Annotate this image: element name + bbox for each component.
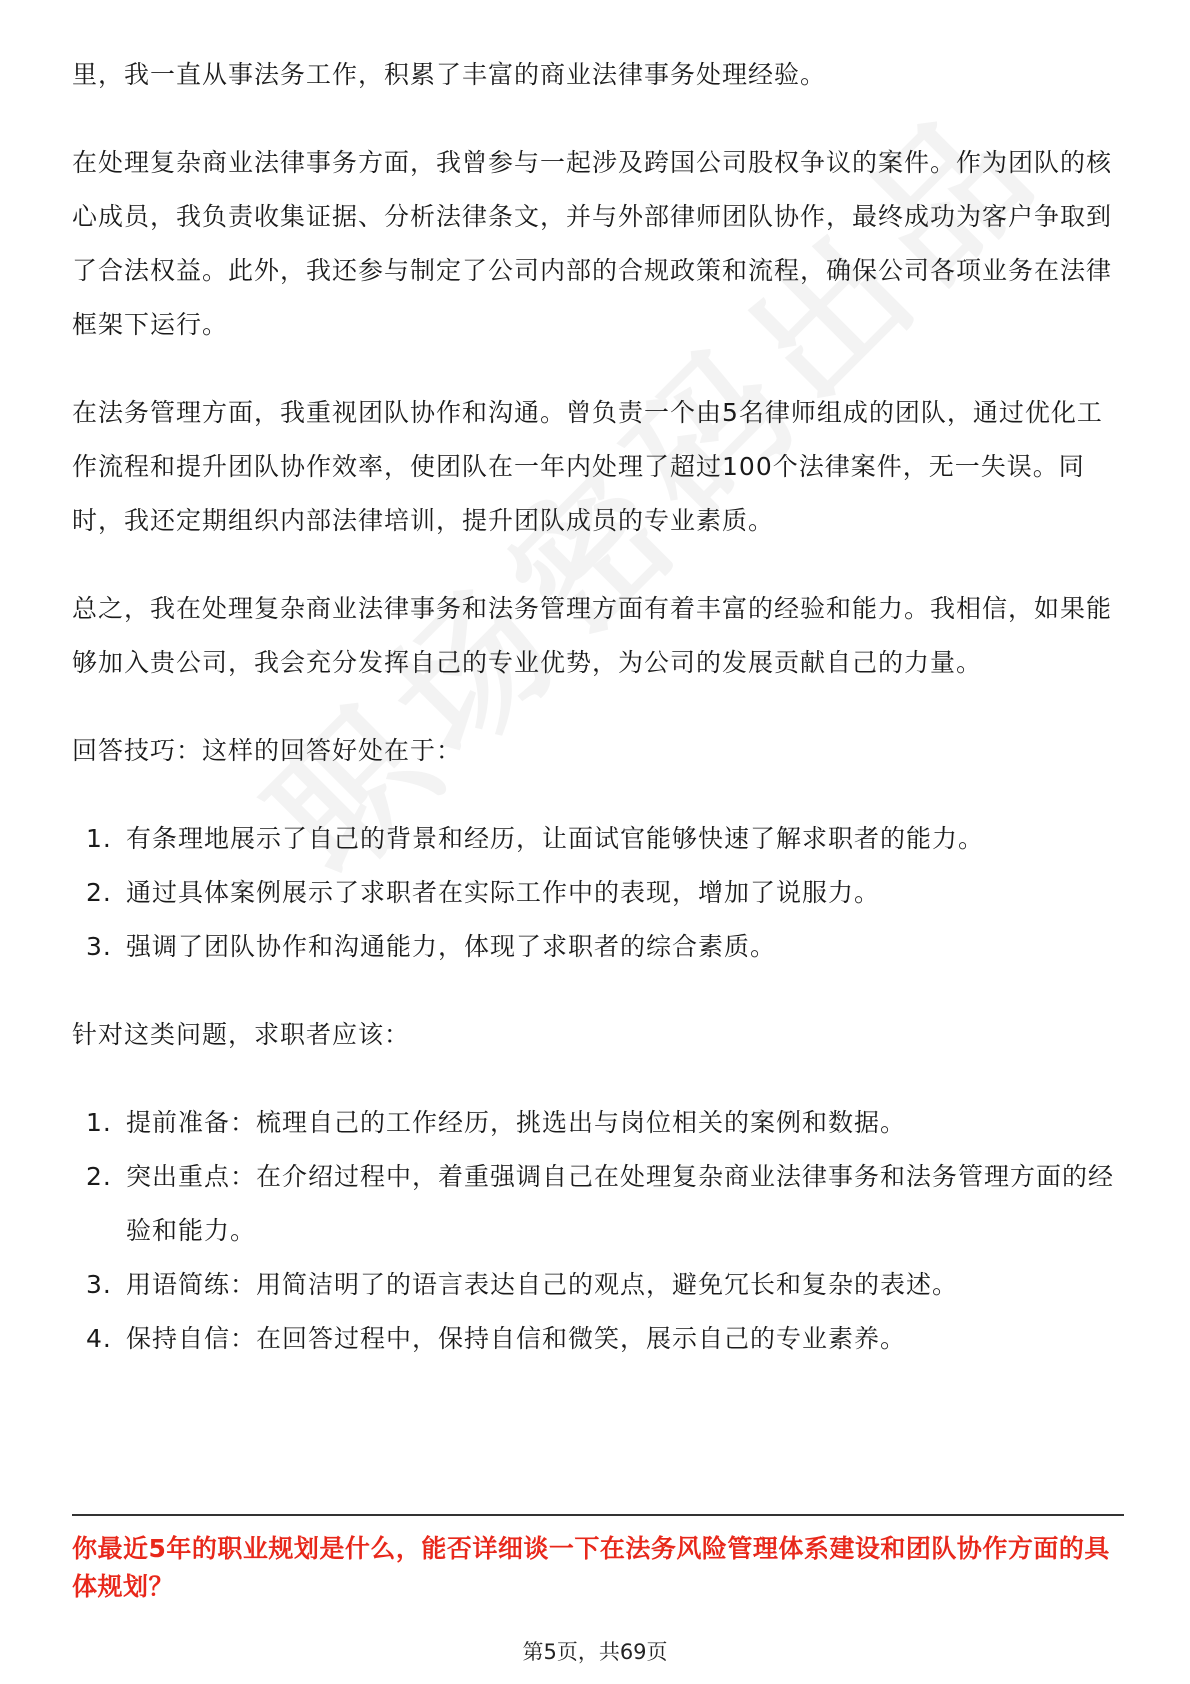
list-item: 3. 强调了团队协作和沟通能力，体现了求职者的综合素质。: [86, 932, 777, 961]
advice-list: [72, 1096, 1124, 1366]
answer-tips-list: [72, 812, 1124, 974]
list-item: 4. 保持自信：在回答过程中，保持自信和微笑，展示自己的专业素养。: [86, 1324, 907, 1353]
list-item: 2. 通过具体案例展示了求职者在实际工作中的表现，增加了说服力。: [86, 878, 881, 907]
list-item: 1. 有条理地展示了自己的背景和经历，让面试官能够快速了解求职者的能力。: [86, 824, 985, 853]
document-body: [72, 48, 1124, 1400]
paragraph-intro-end: 里，我一直从事法务工作，积累了丰富的商业法律事务处理经验。: [72, 60, 827, 89]
next-interview-question: 你最近5年的职业规划是什么，能否详细谈一下在法务风险管理体系建设和团队协作方面的具体规划？: [72, 1534, 1110, 1601]
paragraph-complex-affairs: 在处理复杂商业法律事务方面，我曾参与一起涉及跨国公司股权争议的案件。作为团队的核心成员，我负责收集证据、分析法律条文，并与外部律师团队协作，最终成功为客户争取到了合法权益。此外，我还参与制定了公司内部的合规政策和流程，确保公司各项业务在法律框架下运行。: [72, 148, 1113, 339]
list-item: 1. 提前准备：梳理自己的工作经历，挑选出与岗位相关的案例和数据。: [86, 1108, 907, 1137]
section-divider: [72, 1514, 1124, 1516]
advice-heading: 针对这类问题，求职者应该：: [72, 1020, 411, 1049]
list-item: 3. 用语简练：用简洁明了的语言表达自己的观点，避免冗长和复杂的表述。: [86, 1270, 959, 1299]
paragraph-legal-management: 在法务管理方面，我重视团队协作和沟通。曾负责一个由5名律师组成的团队，通过优化工作流程和提升团队协作效率，使团队在一年内处理了超过100个法律案件，无一失误。同时，我还定期组织内部法律培训，提升团队成员的专业素质。: [72, 398, 1103, 535]
answer-tips-heading: 回答技巧：这样的回答好处在于：: [72, 736, 463, 765]
list-item: 2. 突出重点：在介绍过程中，着重强调自己在处理复杂商业法律事务和法务管理方面的经验和能力。: [86, 1162, 1115, 1245]
paragraph-summary: 总之，我在处理复杂商业法律事务和法务管理方面有着丰富的经验和能力。我相信，如果能够加入贵公司，我会充分发挥自己的专业优势，为公司的发展贡献自己的力量。: [72, 594, 1113, 677]
page-number: 第5页，共69页: [522, 1640, 668, 1664]
